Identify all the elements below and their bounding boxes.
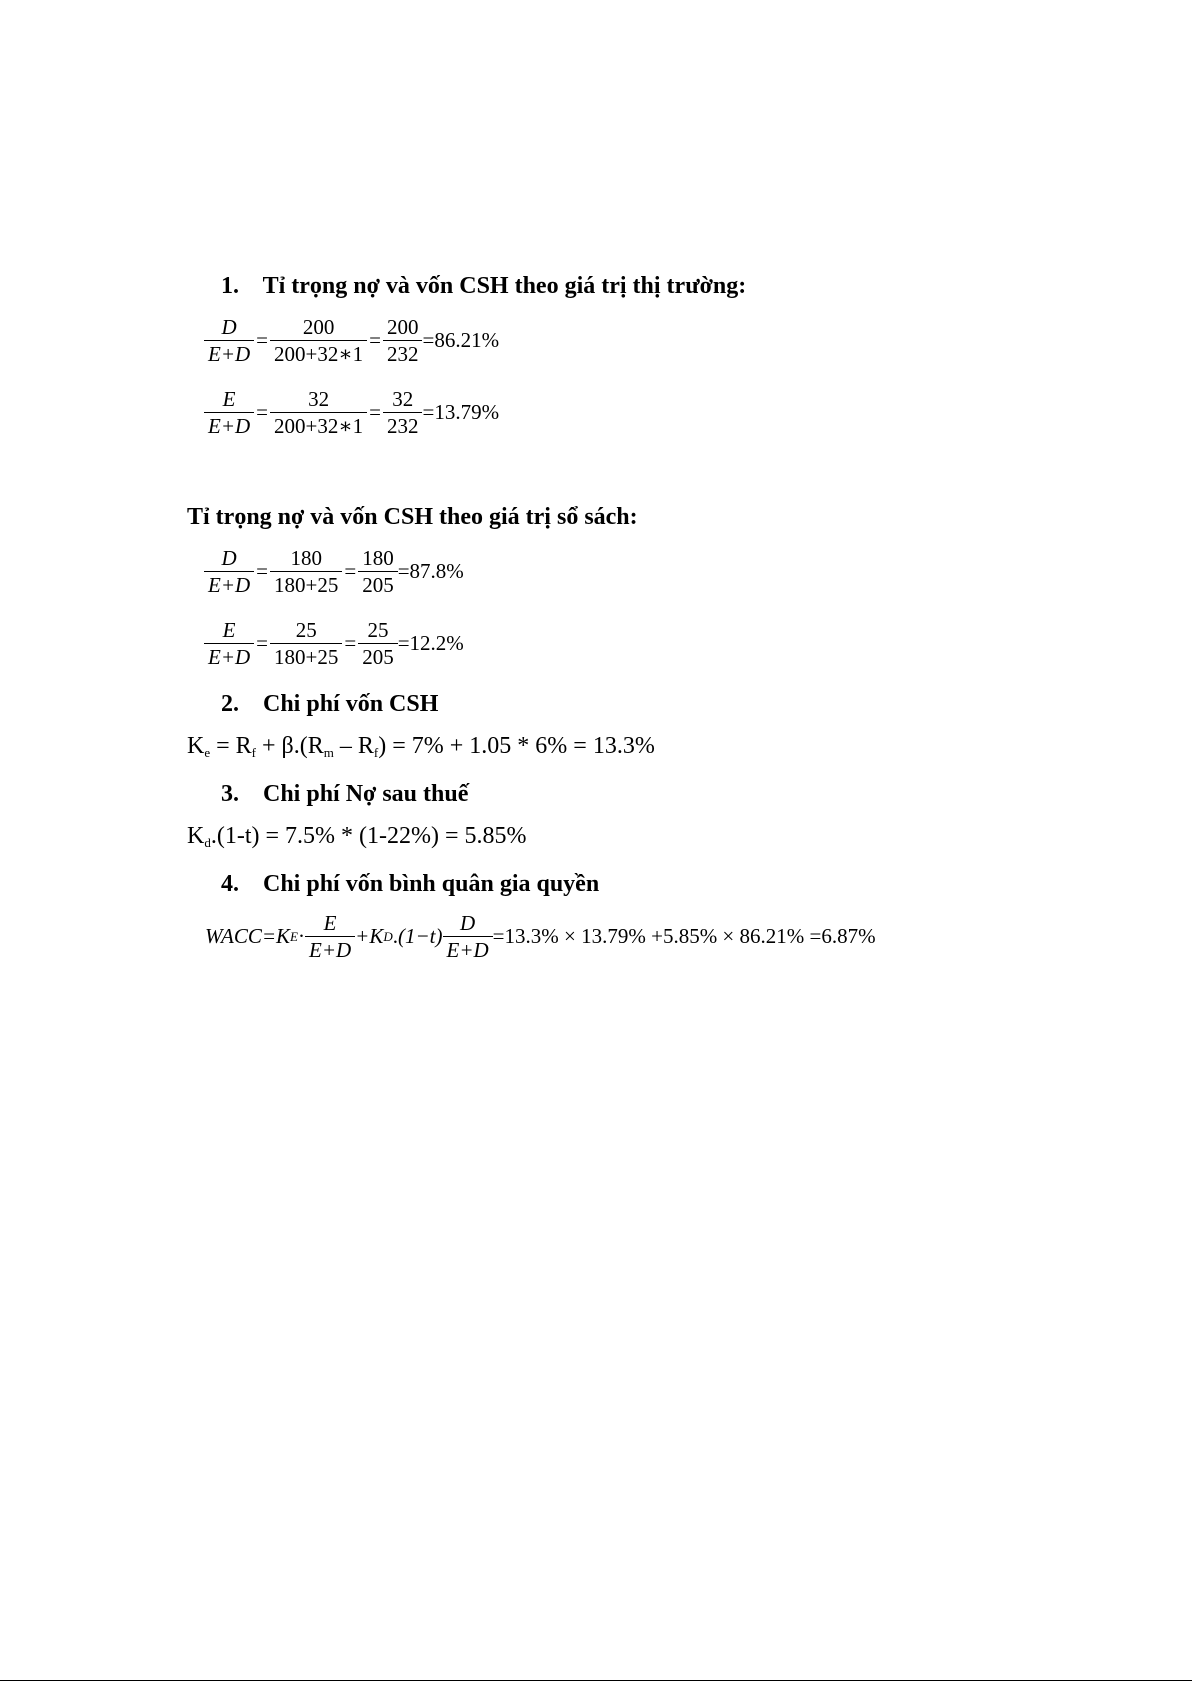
fraction: $\frac{25}{205}$ (358, 617, 398, 670)
section-3-heading (221, 780, 468, 808)
result: =13.3% × 13.79% +5.85% × 86.21% =6.87% (492, 924, 876, 948)
section-number: 2. (221, 691, 239, 717)
book-equity-equation: $\frac{E}{E+D}$ = $\frac{25}{180+25}$ = $\frac{25}{205}$ =12.2% (204, 617, 464, 670)
section-number: 3. (221, 781, 239, 807)
section-2-heading (221, 690, 438, 718)
page-bottom-border (0, 1680, 1192, 1681)
fraction: $\frac{D}{E+D}$ (204, 545, 254, 598)
section-4-heading (221, 870, 599, 898)
fraction: $\frac{25}{180+25}$ (270, 617, 342, 670)
fraction: $\frac{32}{200+32∗1}$ (270, 386, 367, 439)
fraction: $\frac{E}{E+D}$ (204, 386, 254, 439)
section-number: 1. (221, 273, 239, 299)
result: =87.8% (397, 559, 464, 583)
fraction: $\frac{32}{232}$ (383, 386, 423, 439)
market-equity-equation: $\frac{E}{E+D}$ = $\frac{32}{200+32∗1}$ = $\frac{32}{232}$ =13.79% (204, 386, 499, 439)
cost-of-debt-formula: $K_d.(1-t) = 7.5\% * (1-22\%) = 5.85\%$ (187, 823, 527, 850)
section-number: 4. (221, 871, 239, 897)
fraction: $\frac{E}{E+D}$ (204, 617, 254, 670)
fraction: $\frac{E}{E+D}$ (305, 910, 355, 963)
fraction: $\frac{D}{E+D}$ (204, 314, 254, 367)
result: =12.2% (397, 631, 464, 655)
result: =13.79% (422, 400, 500, 424)
section-title: Chi phí Nợ sau thuế (263, 781, 469, 807)
wacc-formula: WACC=K E · $\frac{E}{E+D}$ +K D . (1−t) $\frac{D}{E+D}$ =13.3% × 13.79% +5.85% × 86.21% =6.87% (205, 911, 876, 962)
book-value-heading: Tỉ trọng nợ và vốn CSH theo giá trị sổ sách: (187, 504, 638, 530)
section-1-heading (221, 272, 746, 300)
cost-of-equity-formula: $K_e = R_f + \beta.(R_m - R_f) = 7\% + 1.05 * 6\% = 13.3\%$ (187, 733, 655, 760)
fraction: $\frac{200}{232}$ (383, 314, 423, 367)
section-title: Tỉ trọng nợ và vốn CSH theo giá trị thị trường: (262, 273, 747, 299)
result: =86.21% (422, 328, 500, 352)
book-debt-equation: $\frac{D}{E+D}$ = $\frac{180}{180+25}$ = $\frac{180}{205}$ =87.8% (204, 545, 464, 598)
fraction: $\frac{200}{200+32∗1}$ (270, 314, 367, 367)
section-title: Chi phí vốn CSH (263, 691, 439, 717)
fraction: $\frac{180}{205}$ (358, 545, 398, 598)
section-title: Chi phí vốn bình quân gia quyền (263, 871, 600, 897)
market-debt-equation: $\frac{D}{E+D}$ = $\frac{200}{200+32∗1}$ = $\frac{200}{232}$ =86.21% (204, 314, 499, 367)
fraction: $\frac{D}{E+D}$ (443, 910, 493, 963)
fraction: $\frac{180}{180+25}$ (270, 545, 342, 598)
